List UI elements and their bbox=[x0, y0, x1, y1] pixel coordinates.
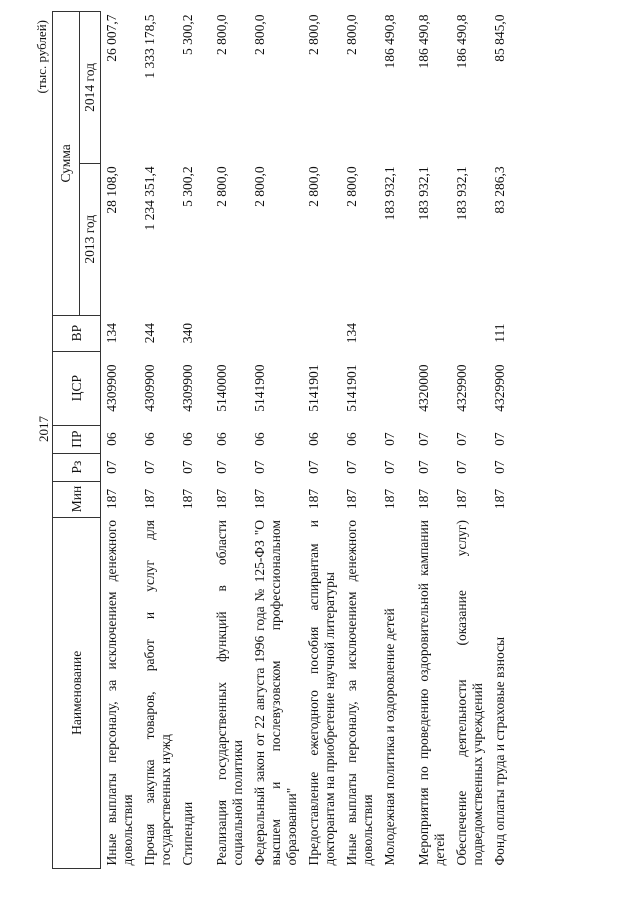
row-name: Молодежная политика и оздоровление детей bbox=[382, 608, 397, 866]
header-name: Наименование bbox=[53, 517, 101, 868]
row-pr: 06 bbox=[180, 432, 195, 446]
row-min: 187 bbox=[252, 488, 267, 510]
row-min: 187 bbox=[344, 488, 359, 510]
row-2014: 1 333 178,5 bbox=[142, 14, 157, 79]
row-pr: 06 bbox=[214, 432, 229, 446]
table-row bbox=[451, 12, 489, 869]
row-pr: 06 bbox=[306, 432, 321, 446]
row-vr: 111 bbox=[492, 323, 507, 343]
row-name: Прочая закупка товаров, работ и услуг для государственных нужд bbox=[142, 520, 173, 866]
unit-label: (тыс. рублей) bbox=[34, 20, 49, 94]
row-name: Стипендии bbox=[180, 801, 195, 866]
row-rz: 07 bbox=[306, 460, 321, 474]
row-name: Федеральный закон от 22 августа 1996 года № 125-ФЗ "О высшем и послевузовском профессиональном образовании" bbox=[252, 520, 299, 866]
row-rz: 07 bbox=[104, 460, 119, 474]
row-2013: 183 932,1 bbox=[454, 166, 469, 221]
row-2014: 5 300,2 bbox=[180, 14, 195, 55]
row-min: 187 bbox=[492, 488, 507, 510]
row-min: 187 bbox=[382, 488, 397, 510]
row-name: Иные выплаты персоналу, за исключением денежного довольствия bbox=[104, 520, 135, 866]
table-row bbox=[211, 12, 249, 869]
table-row bbox=[341, 12, 379, 869]
header-2013: 2013 год bbox=[80, 163, 101, 315]
row-min: 187 bbox=[416, 488, 431, 510]
row-rz: 07 bbox=[214, 460, 229, 474]
row-2014: 2 800,0 bbox=[306, 14, 321, 55]
row-min: 187 bbox=[306, 488, 321, 510]
row-csr: 5141900 bbox=[252, 364, 267, 412]
row-pr: 06 bbox=[344, 432, 359, 446]
row-rz: 07 bbox=[344, 460, 359, 474]
row-2013: 28 108,0 bbox=[104, 166, 119, 214]
header-vr: ВР bbox=[53, 315, 101, 351]
row-2014: 26 007,7 bbox=[104, 14, 119, 62]
row-csr: 4320000 bbox=[416, 364, 431, 412]
row-name: Иные выплаты персоналу, за исключением денежного довольствия bbox=[344, 520, 375, 866]
row-csr: 4309900 bbox=[104, 364, 119, 412]
row-vr bbox=[379, 315, 413, 351]
row-pr: 06 bbox=[142, 432, 157, 446]
row-vr: 134 bbox=[104, 323, 119, 344]
row-2013: 2 800,0 bbox=[252, 166, 267, 207]
row-rz: 07 bbox=[382, 460, 397, 474]
row-pr: 07 bbox=[454, 432, 469, 446]
row-name: Предоставление ежегодного пособия аспирантам и докторантам на приобретение научной литературы bbox=[306, 520, 337, 866]
row-name: Фонд оплаты труда и страховые взносы bbox=[492, 636, 507, 866]
row-rz: 07 bbox=[492, 460, 507, 474]
row-2013: 2 800,0 bbox=[306, 166, 321, 207]
row-min: 187 bbox=[214, 488, 229, 510]
row-2014: 2 800,0 bbox=[214, 14, 229, 55]
header-2014: 2014 год bbox=[80, 12, 101, 164]
row-2013: 1 234 351,4 bbox=[142, 166, 157, 231]
row-rz: 07 bbox=[142, 460, 157, 474]
row-vr: 340 bbox=[180, 323, 195, 344]
row-2013: 2 800,0 bbox=[214, 166, 229, 207]
row-vr bbox=[413, 315, 451, 351]
row-rz: 07 bbox=[180, 460, 195, 474]
row-2014: 2 800,0 bbox=[344, 14, 359, 55]
row-vr bbox=[211, 315, 249, 351]
row-vr bbox=[303, 315, 341, 351]
page-number: 2017 bbox=[36, 416, 51, 442]
row-vr bbox=[451, 315, 489, 351]
row-min: 187 bbox=[104, 488, 119, 510]
row-csr: 4309900 bbox=[142, 364, 157, 412]
table-row bbox=[413, 12, 451, 869]
row-vr bbox=[249, 315, 303, 351]
row-name: Реализация государственных функций в области социальной политики bbox=[214, 520, 245, 866]
row-2013: 183 932,1 bbox=[416, 166, 431, 221]
table-row bbox=[177, 12, 211, 869]
row-2014: 85 845,0 bbox=[492, 14, 507, 62]
row-rz: 07 bbox=[454, 460, 469, 474]
row-min: 187 bbox=[180, 488, 195, 510]
row-pr: 06 bbox=[252, 432, 267, 446]
row-2013: 5 300,2 bbox=[180, 166, 195, 207]
row-rz: 07 bbox=[416, 460, 431, 474]
table-header bbox=[53, 12, 101, 869]
table-row bbox=[303, 12, 341, 869]
row-name: Обеспечение деятельности (оказание услуг) подведомственных учреждений bbox=[454, 520, 485, 866]
row-2013: 183 932,1 bbox=[382, 166, 397, 221]
row-2013: 2 800,0 bbox=[344, 166, 359, 207]
table-row bbox=[249, 12, 303, 869]
row-2014: 186 490,8 bbox=[416, 14, 431, 69]
table-row bbox=[379, 12, 413, 869]
header-sum: Сумма bbox=[53, 12, 80, 316]
row-min: 187 bbox=[142, 488, 157, 510]
row-pr: 07 bbox=[492, 432, 507, 446]
header-pr: ПР bbox=[53, 425, 101, 453]
row-csr: 5140000 bbox=[214, 364, 229, 412]
row-vr: 244 bbox=[142, 323, 157, 344]
row-2014: 2 800,0 bbox=[252, 14, 267, 55]
row-name: Мероприятия по проведению оздоровительной кампании детей bbox=[416, 520, 447, 866]
header-min: Мин bbox=[53, 481, 101, 517]
table-row bbox=[101, 12, 140, 869]
row-2013: 83 286,3 bbox=[492, 166, 507, 214]
row-pr: 07 bbox=[416, 432, 431, 446]
row-min: 187 bbox=[454, 488, 469, 510]
row-2014: 186 490,8 bbox=[454, 14, 469, 69]
header-csr: ЦСР bbox=[53, 351, 101, 425]
budget-table bbox=[52, 11, 523, 869]
row-pr: 06 bbox=[104, 432, 119, 446]
row-rz: 07 bbox=[252, 460, 267, 474]
row-vr: 134 bbox=[344, 323, 359, 344]
row-csr: 4329900 bbox=[492, 364, 507, 412]
row-csr: 4329900 bbox=[454, 364, 469, 412]
row-csr: 4309900 bbox=[180, 364, 195, 412]
table-row bbox=[489, 12, 523, 869]
row-csr: 5141901 bbox=[344, 364, 359, 412]
row-pr: 07 bbox=[382, 432, 397, 446]
table-row bbox=[139, 12, 177, 869]
header-rz: Рз bbox=[53, 453, 101, 481]
row-csr bbox=[379, 351, 413, 425]
row-2014: 186 490,8 bbox=[382, 14, 397, 69]
row-csr: 5141901 bbox=[306, 364, 321, 412]
